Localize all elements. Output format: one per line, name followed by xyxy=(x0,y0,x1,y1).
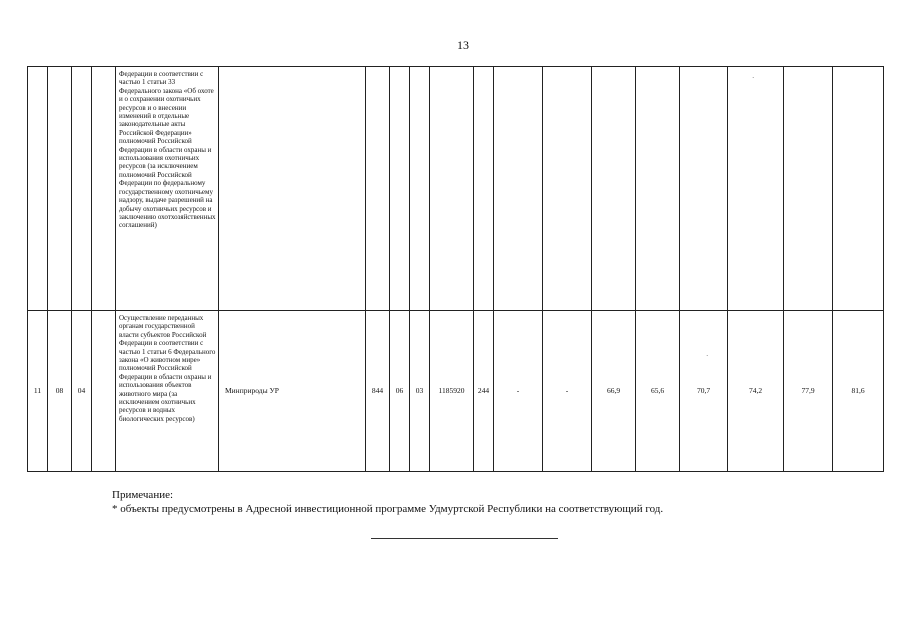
subsection-code xyxy=(410,67,430,311)
activity-name: Осуществление переданных органам государственной власти субъектов Российской Федерации в соответствии с частью 1 статьи 6 Федерального закона «О животном мире» полномочий Российской Федерации в области охраны и использования объектов животного мира (за исключением охотничьих ресурсов и водных биологических ресурсов) xyxy=(116,311,219,472)
table-row xyxy=(28,67,884,311)
activity-name: Федерации в соответствии с частью 1 статьи 33 Федерального закона «Об охоте и о сохранении охотничьих ресурсов и о внесении изменений в отдельные законодательные акты Российской Федерации» полномочий Российской Федерации в области охраны и использования охотничьих ресурсов (за исключением полномочий Российской Федерации по федеральному государственному охотничьему надзору, выдаче разрешений на добычу охотничьих ресурсов и заключению охотхозяйственных соглашений) xyxy=(116,67,219,311)
value-cell xyxy=(680,67,728,311)
value-cell: 65,6 xyxy=(636,311,680,472)
table-row xyxy=(28,311,884,472)
value-cell: 74,2 xyxy=(728,311,784,472)
grbs-code xyxy=(366,67,390,311)
grbs-code: 844 xyxy=(366,311,390,472)
subprogram-code: 04 xyxy=(72,311,92,472)
footnote xyxy=(112,488,663,516)
empty-cell xyxy=(92,67,116,311)
expense-type-code xyxy=(474,67,494,311)
value-cell xyxy=(728,67,784,311)
row-number xyxy=(28,67,48,311)
program-code: 08 xyxy=(48,311,72,472)
executor: Минприроды УР xyxy=(219,311,366,472)
expense-type-code: 244 xyxy=(474,311,494,472)
scan-speck: · xyxy=(706,352,709,360)
page-number: 13 xyxy=(457,38,469,52)
value-cell: - xyxy=(494,311,543,472)
subprogram-code xyxy=(72,67,92,311)
value-cell: 70,7 xyxy=(680,311,728,472)
value-cell xyxy=(784,67,833,311)
value-cell xyxy=(494,67,543,311)
program-code xyxy=(48,67,72,311)
value-cell xyxy=(592,67,636,311)
footnote-title: Примечание: xyxy=(112,489,174,501)
scan-speck: · xyxy=(752,74,755,82)
value-cell: - xyxy=(543,311,592,472)
section-code xyxy=(390,67,410,311)
value-cell: 77,9 xyxy=(784,311,833,472)
executor xyxy=(219,67,366,311)
section-code: 06 xyxy=(390,311,410,472)
row-number: 11 xyxy=(28,311,48,472)
target-article-code: 1185920 xyxy=(430,311,474,472)
separator-line xyxy=(371,538,558,539)
value-cell xyxy=(543,67,592,311)
value-cell xyxy=(636,67,680,311)
value-cell xyxy=(833,67,884,311)
empty-cell xyxy=(92,311,116,472)
value-cell: 81,6 xyxy=(833,311,884,472)
subsection-code: 03 xyxy=(410,311,430,472)
budget-table xyxy=(27,66,884,472)
footnote-text: * объекты предусмотрены в Адресной инвестиционной программе Удмуртской Республики на соответствующий год. xyxy=(112,503,664,515)
target-article-code xyxy=(430,67,474,311)
value-cell: 66,9 xyxy=(592,311,636,472)
